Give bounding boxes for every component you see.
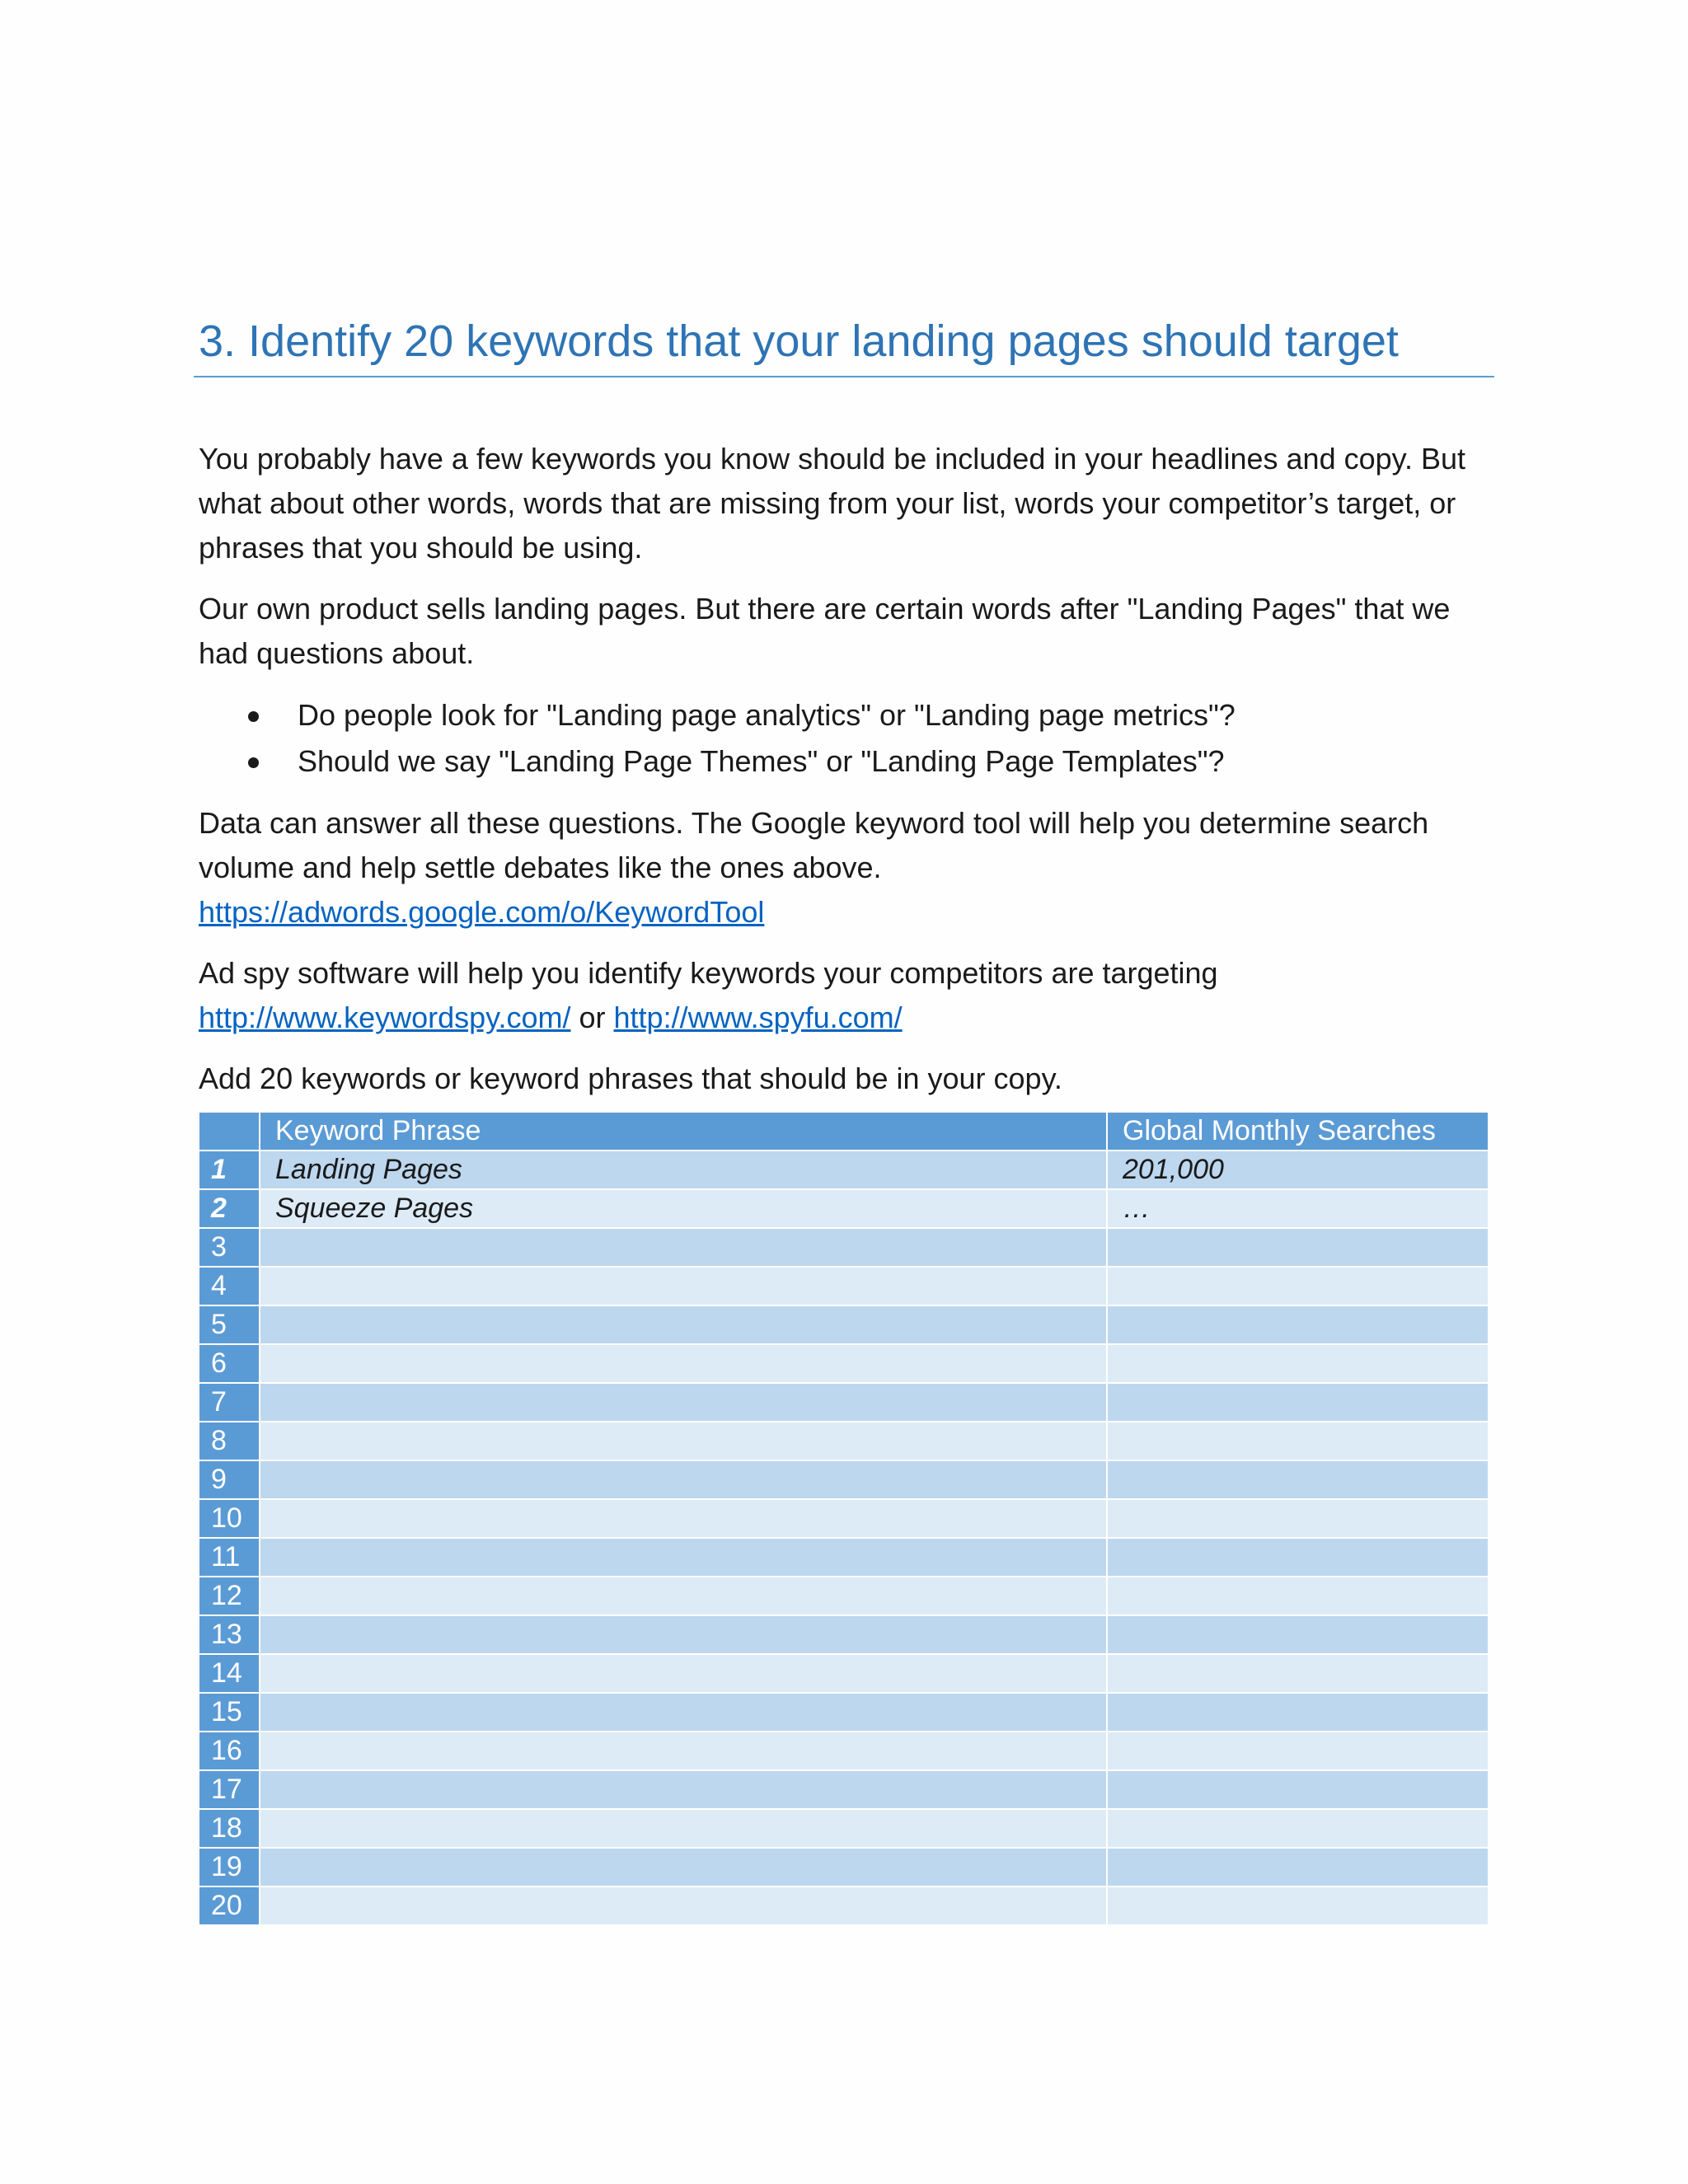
bullet-icon bbox=[248, 757, 259, 768]
row-number: 3 bbox=[199, 1228, 260, 1267]
list-item bbox=[199, 692, 1493, 738]
table-row bbox=[199, 1228, 1489, 1267]
keyword-phrase-cell[interactable] bbox=[260, 1538, 1107, 1577]
monthly-searches-cell[interactable] bbox=[1107, 1460, 1489, 1499]
table-row bbox=[199, 1344, 1489, 1383]
monthly-searches-cell[interactable] bbox=[1107, 1770, 1489, 1809]
table-row bbox=[199, 1693, 1489, 1732]
instruction-paragraph: Add 20 keywords or keyword phrases that should be in your copy. bbox=[199, 1062, 1062, 1095]
keyword-phrase-cell[interactable] bbox=[260, 1383, 1107, 1422]
table-row bbox=[199, 1499, 1489, 1538]
monthly-searches-cell[interactable] bbox=[1107, 1499, 1489, 1538]
row-number: 2 bbox=[199, 1189, 260, 1228]
row-number: 18 bbox=[199, 1809, 260, 1848]
table-row bbox=[199, 1886, 1489, 1925]
question-list bbox=[199, 692, 1493, 785]
intro-paragraph: You probably have a few keywords you know should be included in your headlines and copy. But what about other words, words that are missing from your list, words your competitor’s target, or phrases that you should be using. bbox=[199, 442, 1465, 565]
table-row bbox=[199, 1383, 1489, 1422]
keyword-phrase-cell[interactable]: Landing Pages bbox=[260, 1151, 1107, 1189]
table-header-row bbox=[199, 1113, 1489, 1151]
row-number: 19 bbox=[199, 1848, 260, 1886]
table-row bbox=[199, 1848, 1489, 1886]
row-number: 15 bbox=[199, 1693, 260, 1732]
row-number: 6 bbox=[199, 1344, 260, 1383]
keyword-phrase-cell[interactable] bbox=[260, 1228, 1107, 1267]
monthly-searches-cell[interactable] bbox=[1107, 1809, 1489, 1848]
keyword-phrase-cell[interactable] bbox=[260, 1732, 1107, 1770]
table-row bbox=[199, 1732, 1489, 1770]
keyword-phrase-cell[interactable] bbox=[260, 1460, 1107, 1499]
row-number: 7 bbox=[199, 1383, 260, 1422]
monthly-searches-cell[interactable] bbox=[1107, 1538, 1489, 1577]
keyword-table bbox=[199, 1113, 1489, 1926]
row-number: 16 bbox=[199, 1732, 260, 1770]
ad-spy-paragraph bbox=[199, 951, 1493, 1040]
row-number: 10 bbox=[199, 1499, 260, 1538]
row-number: 4 bbox=[199, 1267, 260, 1305]
product-paragraph: Our own product sells landing pages. But there are certain words after "Landing Pages" that we had questions about. bbox=[199, 592, 1451, 670]
table-row bbox=[199, 1305, 1489, 1344]
section-heading: 3. Identify 20 keywords that your landing pages should target bbox=[194, 313, 1494, 377]
table-row bbox=[199, 1151, 1489, 1189]
monthly-searches-cell[interactable] bbox=[1107, 1267, 1489, 1305]
monthly-searches-cell[interactable] bbox=[1107, 1693, 1489, 1732]
keyword-phrase-cell[interactable] bbox=[260, 1267, 1107, 1305]
monthly-searches-cell[interactable] bbox=[1107, 1732, 1489, 1770]
monthly-searches-cell[interactable]: 201,000 bbox=[1107, 1151, 1489, 1189]
header-number bbox=[199, 1113, 260, 1151]
table-row bbox=[199, 1189, 1489, 1228]
monthly-searches-cell[interactable] bbox=[1107, 1886, 1489, 1925]
header-keyword-phrase: Keyword Phrase bbox=[260, 1113, 1107, 1151]
bullet-icon bbox=[248, 711, 259, 722]
row-number: 5 bbox=[199, 1305, 260, 1344]
monthly-searches-cell[interactable] bbox=[1107, 1654, 1489, 1693]
keyword-phrase-cell[interactable]: Squeeze Pages bbox=[260, 1189, 1107, 1228]
keyword-phrase-cell[interactable] bbox=[260, 1770, 1107, 1809]
row-number: 14 bbox=[199, 1654, 260, 1693]
row-number: 17 bbox=[199, 1770, 260, 1809]
keyword-phrase-cell[interactable] bbox=[260, 1848, 1107, 1886]
list-item bbox=[199, 738, 1493, 785]
table-row bbox=[199, 1654, 1489, 1693]
table-row bbox=[199, 1615, 1489, 1654]
page-content bbox=[199, 313, 1493, 1926]
ad-spy-paragraph-text: Ad spy software will help you identify keywords your competitors are targeting bbox=[199, 956, 1218, 990]
keyword-phrase-cell[interactable] bbox=[260, 1886, 1107, 1925]
monthly-searches-cell[interactable] bbox=[1107, 1422, 1489, 1460]
monthly-searches-cell[interactable] bbox=[1107, 1344, 1489, 1383]
spyfu-link[interactable]: http://www.spyfu.com/ bbox=[613, 1001, 903, 1034]
keyword-phrase-cell[interactable] bbox=[260, 1615, 1107, 1654]
row-number: 11 bbox=[199, 1538, 260, 1577]
row-number: 9 bbox=[199, 1460, 260, 1499]
keyword-phrase-cell[interactable] bbox=[260, 1654, 1107, 1693]
keyword-phrase-cell[interactable] bbox=[260, 1499, 1107, 1538]
table-row bbox=[199, 1809, 1489, 1848]
data-paragraph-text: Data can answer all these questions. The Google keyword tool will help you determine search volume and help settle debates like the ones above. bbox=[199, 806, 1429, 884]
table-row bbox=[199, 1460, 1489, 1499]
row-number: 12 bbox=[199, 1577, 260, 1615]
monthly-searches-cell[interactable] bbox=[1107, 1305, 1489, 1344]
row-number: 8 bbox=[199, 1422, 260, 1460]
row-number: 1 bbox=[199, 1151, 260, 1189]
keyword-phrase-cell[interactable] bbox=[260, 1809, 1107, 1848]
table-body bbox=[199, 1151, 1489, 1925]
monthly-searches-cell[interactable] bbox=[1107, 1383, 1489, 1422]
table-row bbox=[199, 1577, 1489, 1615]
keyword-tool-link[interactable]: https://adwords.google.com/o/KeywordTool bbox=[199, 895, 765, 929]
keywordspy-link[interactable]: http://www.keywordspy.com/ bbox=[199, 1001, 571, 1034]
table-row bbox=[199, 1422, 1489, 1460]
monthly-searches-cell[interactable]: … bbox=[1107, 1189, 1489, 1228]
list-item-text: Should we say "Landing Page Themes" or "Landing Page Templates"? bbox=[298, 744, 1225, 778]
table-row bbox=[199, 1267, 1489, 1305]
keyword-phrase-cell[interactable] bbox=[260, 1693, 1107, 1732]
monthly-searches-cell[interactable] bbox=[1107, 1577, 1489, 1615]
keyword-phrase-cell[interactable] bbox=[260, 1422, 1107, 1460]
data-paragraph bbox=[199, 801, 1493, 935]
row-number: 13 bbox=[199, 1615, 260, 1654]
or-text: or bbox=[579, 1001, 606, 1034]
list-item-text: Do people look for "Landing page analytics" or "Landing page metrics"? bbox=[298, 698, 1236, 732]
keyword-phrase-cell[interactable] bbox=[260, 1344, 1107, 1383]
monthly-searches-cell[interactable] bbox=[1107, 1615, 1489, 1654]
row-number: 20 bbox=[199, 1886, 260, 1925]
monthly-searches-cell[interactable] bbox=[1107, 1228, 1489, 1267]
table-row bbox=[199, 1538, 1489, 1577]
keyword-phrase-cell[interactable] bbox=[260, 1577, 1107, 1615]
header-global-monthly-searches: Global Monthly Searches bbox=[1107, 1113, 1489, 1151]
keyword-phrase-cell[interactable] bbox=[260, 1305, 1107, 1344]
table-row bbox=[199, 1770, 1489, 1809]
monthly-searches-cell[interactable] bbox=[1107, 1848, 1489, 1886]
